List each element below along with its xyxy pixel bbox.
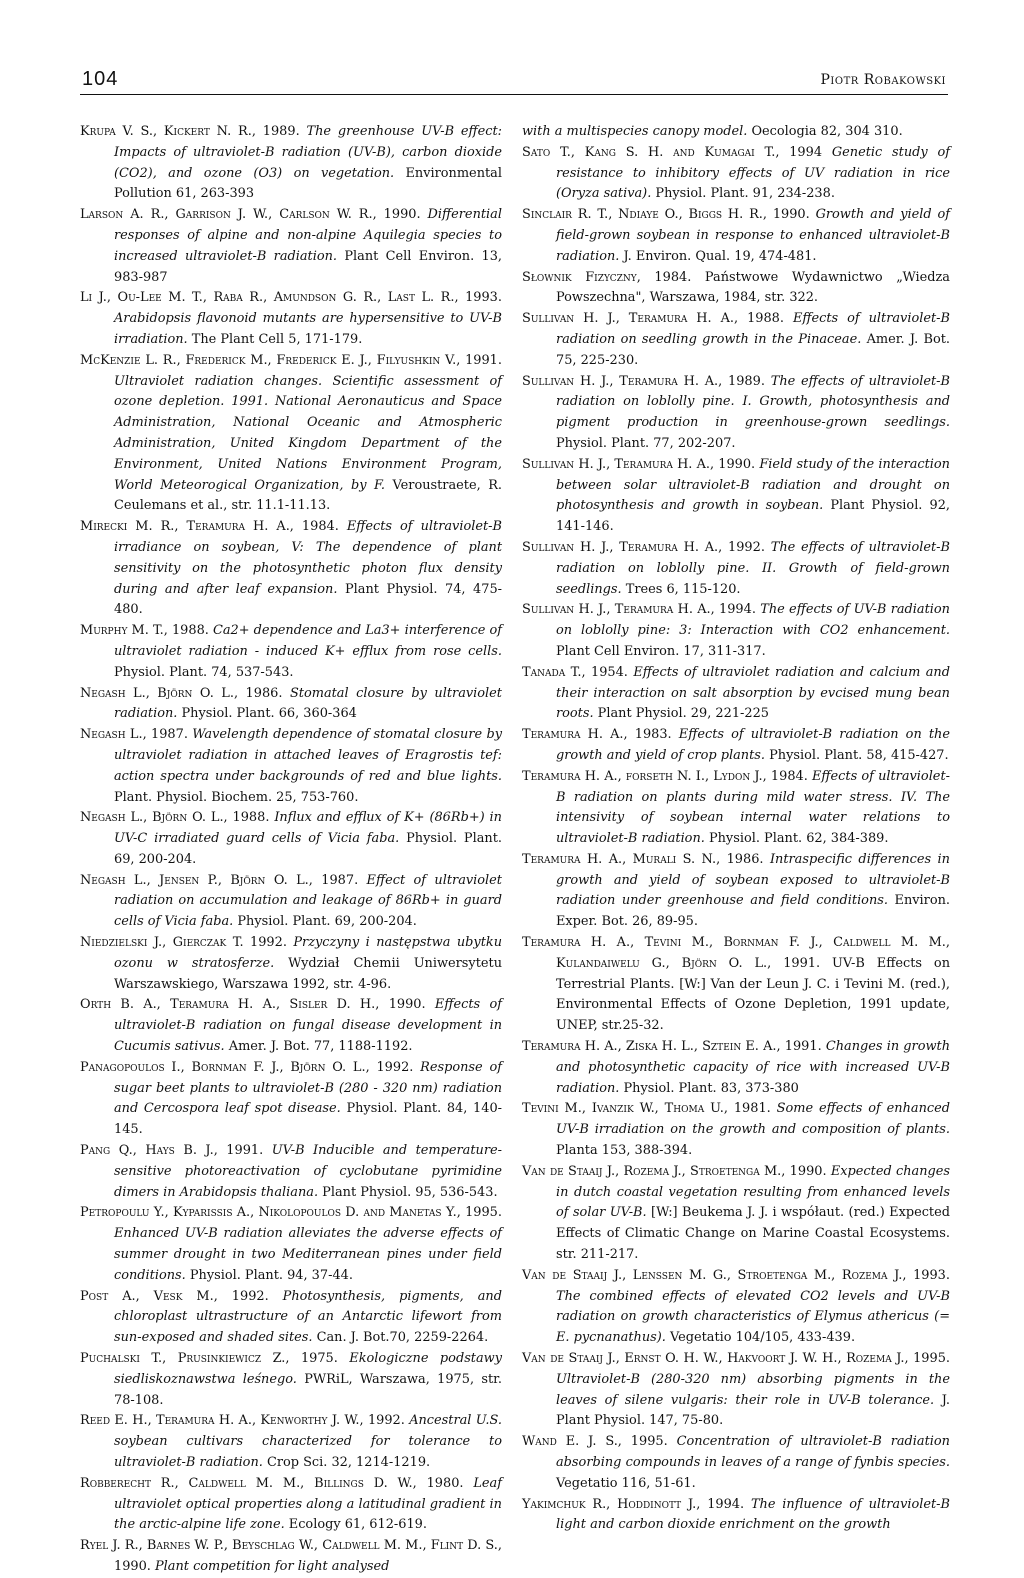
reference-year: 1993. xyxy=(458,290,502,306)
reference-source: Vegetatio 116, 51-61. xyxy=(556,1475,696,1491)
reference-source: Physiol. Plant. 69, 200-204. xyxy=(233,914,417,930)
running-header xyxy=(80,68,948,95)
reference-title: The influence of ultraviolet-B light and carbon dioxide enrichment on the growth xyxy=(556,1496,950,1533)
reference-year: 1992. xyxy=(369,1059,414,1075)
reference-source: The Plant Cell 5, 171-179. xyxy=(187,331,363,347)
reference-source: Amer. J. Bot. 77, 1188-1192. xyxy=(224,1039,413,1055)
reference-source: Plant. Physiol. Biochem. 25, 753-760. xyxy=(114,789,359,805)
reference-entry xyxy=(80,995,502,1057)
reference-source: Environmental Pollution 61, 263-393 xyxy=(114,165,502,202)
reference-year: 1995. xyxy=(460,1205,502,1221)
reference-year: 1989. xyxy=(255,124,300,139)
reference-entry xyxy=(522,268,950,310)
reference-year: 1990. xyxy=(785,1163,827,1179)
reference-year: 1984. xyxy=(640,269,692,285)
reference-year: 1984. xyxy=(293,519,339,535)
reference-title: Field study of the interaction between solar ultraviolet-B radiation and drought on photosynthesis and growth in soybean. xyxy=(556,456,950,514)
reference-title: The effects of ultraviolet-B radiation on loblolly pine. II. Growth of field-grown seedlings. xyxy=(556,539,950,597)
reference-source: Oecologia 82, 304 310. xyxy=(747,124,903,139)
reference-title: Photosynthesis, pigments, and chloroplast ultrastructure of an Antarctic lifewort from sun-exposed and shaded sites. xyxy=(114,1288,502,1346)
reference-entry xyxy=(80,351,502,517)
reference-title: Przyczyny i następstwa ubytku ozonu w stratosferze. xyxy=(114,935,502,971)
reference-authors: Puchalski T., Prusinkiewicz Z., xyxy=(80,1351,290,1367)
reference-title: Influx and efflux of K+ (86Rb+) in UV-C irradiated guard cells of Vicia faba. xyxy=(114,810,502,847)
reference-authors: Słownik Fizyczny, xyxy=(522,269,641,285)
reference-authors: Teramura H. A., forseth N. I., Lydon J., xyxy=(522,768,767,784)
reference-source: Planta 153, 388-394. xyxy=(556,1143,693,1159)
reference-entry xyxy=(522,1037,950,1099)
reference-source: Can. J. Bot.70, 2259-2264. xyxy=(312,1330,489,1346)
reference-source: Amer. J. Bot. 75, 225-230. xyxy=(556,331,950,368)
reference-year: 1990. xyxy=(379,997,426,1013)
reference-entry xyxy=(522,122,950,143)
reference-title: Effect of ultraviolet radiation on accumulation and leakage of 86Rb+ in guard cells of Vicia faba. xyxy=(114,872,502,930)
reference-entry xyxy=(522,850,950,933)
reference-title: Enhanced UV-B radiation alleviates the adverse effects of summer drought in two Mediterranean pines under field conditions. xyxy=(114,1226,502,1283)
reference-title: Effects of ultraviolet-B radiation on fungal disease development in Cucumis sativus. xyxy=(114,997,502,1055)
reference-entry xyxy=(80,1141,502,1203)
reference-title: Plant competition for light analysed xyxy=(150,1558,390,1574)
reference-entry xyxy=(522,538,950,600)
reference-authors: Sullivan H. J., Teramura H. A., xyxy=(522,456,715,472)
reference-title: The effects of UV-B radiation on loblolly pine: 3: Interaction with CO2 enhancement. xyxy=(556,602,950,639)
reference-source: Wydział Chemii Uniwersytetu Warszawskiego, Warszawa 1992, str. 4-96. xyxy=(114,955,502,992)
reference-entry xyxy=(80,205,502,288)
reference-authors: Yakimchuk R., Hoddinott J., xyxy=(522,1496,701,1512)
reference-entry xyxy=(80,808,502,870)
reference-title: with a multispecies canopy model. xyxy=(522,124,748,139)
reference-title: The effects of ultraviolet-B radiation on loblolly pine. I. Growth, photosynthesis and pigment production in greenhouse-grown seedlings. xyxy=(556,373,950,431)
page-number: 104 xyxy=(82,68,119,90)
reference-year: 1987. xyxy=(146,727,188,743)
reference-entry xyxy=(522,309,950,371)
reference-title: Some effects of enhanced UV-B irradiation on the growth and composition of plants. xyxy=(556,1101,951,1138)
reference-source: Plant Physiol. 29, 221-225 xyxy=(593,706,769,722)
reference-entry xyxy=(522,600,950,662)
reference-year: 1990. xyxy=(114,1558,151,1574)
reference-entry xyxy=(80,684,502,726)
reference-year: 1991. xyxy=(460,352,502,368)
reference-year: 1980. xyxy=(416,1475,464,1491)
reference-authors: McKenzie L. R., Frederick M., Frederick E. J., Filyushkin V., xyxy=(80,352,461,368)
reference-title: Ekologiczne podstawy siedliskoznawstwa leśnego. xyxy=(114,1351,502,1387)
reference-year: 1994. xyxy=(714,602,756,618)
reference-source: Veroustraete, R. Ceulemans et al., str. 11.1-11.13. xyxy=(114,477,503,514)
reference-authors: Sullivan H. J., Teramura H. A., xyxy=(522,311,739,327)
reference-entry xyxy=(522,1266,950,1349)
reference-year: 1994. xyxy=(700,1496,745,1512)
reference-year: 1990. xyxy=(376,207,421,223)
reference-entry xyxy=(80,1474,502,1536)
reference-year: 1992. xyxy=(217,1288,269,1304)
reference-authors: Li J., Ou-Lee M. T., Raba R., Amundson G. R., Last L. R., xyxy=(80,290,459,306)
reference-authors: Negash L., Björn O. L., xyxy=(80,685,239,701)
reference-authors: Krupa V. S., Kickert N. R., xyxy=(80,124,256,139)
reference-authors: Mirecki M. R., Teramura H. A., xyxy=(80,519,294,535)
reference-title: Effects of ultraviolet radiation and calcium and their interaction on salt absorption by evcised mung bean roots. xyxy=(556,664,950,722)
reference-entry xyxy=(80,1349,502,1411)
reference-year: 1988. xyxy=(167,623,209,639)
running-author: Piotr Robakowski xyxy=(820,72,946,88)
reference-year: 1984. xyxy=(766,768,808,784)
reference-authors: Tanada T., xyxy=(522,664,586,680)
reference-source: Plant Cell Environ. 17, 311-317. xyxy=(556,643,766,659)
reference-authors: Larson A. R., Garrison J. W., Carlson W. R., xyxy=(80,207,377,223)
reference-title: Intraspecific differences in growth and yield of soybean exposed to ultraviolet-B radiation under greenhouse and field conditions. xyxy=(556,851,950,909)
reference-source: J. Plant Physiol. 147, 75-80. xyxy=(556,1392,950,1429)
reference-title: Changes in growth and photosynthetic capacity of rice with increased UV-B radiation. xyxy=(556,1039,950,1096)
reference-year: 1991. xyxy=(771,955,821,971)
reference-source: Physiol. Plant. 66, 360-364 xyxy=(177,706,357,722)
reference-title: Effects of ultraviolet-B irradiance on soybean, V: The dependence of plant sensitivity on the photosynthetic photon flux density during and after leaf expansion. xyxy=(114,519,502,597)
reference-year: 1975. xyxy=(289,1351,338,1367)
reference-authors: Ryel J. R., Barnes W. P., Beyschlag W., Caldwell M. M., Flint D. S., xyxy=(80,1538,502,1554)
reference-title: Differential responses of alpine and non-alpine Aquilegia species to increased ultraviolet-B radiation. xyxy=(114,207,502,264)
reference-title: Growth and yield of field-grown soybean in response to enhanced ultraviolet-B radiation. xyxy=(556,207,950,264)
reference-authors: Sullivan H. J., Teramura H. A., xyxy=(522,602,715,618)
reference-title: The combined effects of elevated CO2 levels and UV-B radiation on growth characteristics of Elymus athericus (= E. pycnanathus). xyxy=(556,1288,950,1346)
reference-source: Physiol. Plant. 69, 200-204. xyxy=(114,831,502,867)
reference-year: 1990. xyxy=(714,456,756,472)
reference-authors: Van de Staaij J., Ernst O. H. W., Hakvoort J. W. H., Rozema J., xyxy=(522,1351,909,1367)
reference-title: Genetic study of resistance to inhibitory effects of UV radiation in rice (Oryza sativa). xyxy=(556,144,951,202)
reference-authors: Teramura H. A., Murali S. N., xyxy=(522,851,721,867)
reference-year: 1994 xyxy=(779,144,823,160)
reference-entry xyxy=(522,767,950,850)
reference-authors: Van de Staaij J., Lenssen M. G., Stroetenga M., Rozema J., xyxy=(522,1267,907,1283)
reference-authors: Teramura H. A., Tevini M., Bornman F. J., Caldwell M. M., Kulandaiwelu G., Björn O. L., xyxy=(522,935,950,971)
reference-source: PWRiL, Warszawa, 1975, str. 78-108. xyxy=(114,1371,502,1408)
reference-entry xyxy=(522,1432,950,1494)
reference-year: 1983. xyxy=(627,727,672,743)
reference-source: Ecology 61, 612-619. xyxy=(284,1517,427,1533)
reference-entry xyxy=(522,455,950,538)
reference-source: Physiol. Plant. 77, 202-207. xyxy=(556,435,736,451)
reference-source: Plant Physiol. 92, 141-146. xyxy=(556,498,951,535)
reference-authors: Robberecht R., Caldwell M. M., Billings D. W., xyxy=(80,1475,417,1491)
reference-authors: Petropoulu Y., Kyparissis A., Nikolopoulos D. and Manetas Y., xyxy=(80,1205,461,1221)
reference-entry xyxy=(522,143,950,205)
reference-source: Physiol. Plant. 84, 140-145. xyxy=(114,1101,503,1138)
reference-authors: Post A., Vesk M., xyxy=(80,1288,218,1304)
reference-source: Vegetatio 104/105, 433-439. xyxy=(665,1330,856,1346)
reference-authors: Sullivan H. J., Teramura H. A., xyxy=(522,373,723,389)
reference-entry xyxy=(80,1536,502,1578)
reference-source: Physiol. Plant. 94, 37-44. xyxy=(185,1267,353,1283)
reference-entry xyxy=(80,1058,502,1141)
reference-title: Ultraviolet radiation changes. Scientific assessment of ozone depletion. 1991. National Aeronauticus and Space Administration, National Oceanic and Atmospheric Administration, United Kingdom Department of the Environment, United Nations Environment Program, World Meteorogical Organization, by F. xyxy=(114,373,502,493)
reference-year: 1986. xyxy=(720,851,764,867)
reference-year: 1989. xyxy=(722,373,765,389)
reference-authors: Murphy M. T., xyxy=(80,623,168,639)
reference-authors: Sinclair R. T., Ndiaye O., Biggs H. R., xyxy=(522,207,767,223)
reference-entry xyxy=(80,122,502,205)
reference-title: Ultraviolet-B (280-320 nm) absorbing pigments in the leaves of silene vulgaris: their role in UV-B tolerance. xyxy=(556,1371,950,1408)
reference-source: UV-B Effects on Terrestrial Plants. [W:] Van der Leun J. C. i Tevini M. (red.), Environmental Effects of Ozone Depletion, 1991 update, UNEP, str.25-32. xyxy=(556,955,950,1034)
reference-source: Plant Cell Environ. 13, 983-987 xyxy=(114,248,502,285)
reference-authors: Van de Staaij J., Rozema J., Stroetenga M., xyxy=(522,1163,786,1179)
reference-entry xyxy=(522,1162,950,1266)
reference-authors: Teramura H. A., xyxy=(522,727,628,743)
reference-source: [W:] Beukema J. J. i współaut. (red.) Expected Effects of Climatic Change on Marine Coastal Ecosystems. str. 211-217. xyxy=(556,1205,950,1263)
reference-source: Plant Physiol. 74, 475-480. xyxy=(114,581,502,618)
reference-year: 1988. xyxy=(738,311,784,327)
reference-source: Physiol. Plant. 74, 537-543. xyxy=(114,664,294,680)
reference-entry xyxy=(80,517,502,621)
reference-year: 1993. xyxy=(906,1267,950,1283)
reference-title: Stomatal closure by ultraviolet radiation. xyxy=(114,685,502,722)
reference-authors: Pang Q., Hays B. J., xyxy=(80,1143,218,1159)
reference-title: Arabidopsis flavonoid mutants are hypersensitive to UV-B irradiation. xyxy=(114,311,502,347)
reference-source: Physiol. Plant. 58, 415-427. xyxy=(765,747,949,763)
reference-source: Physiol. Plant. 91, 234-238. xyxy=(651,186,835,202)
reference-year: 1987. xyxy=(312,872,359,888)
reference-year: 1981. xyxy=(727,1101,771,1117)
reference-year: 1995. xyxy=(621,1434,668,1450)
reference-year: 1992. xyxy=(363,1413,405,1429)
reference-year: 1991. xyxy=(780,1039,822,1055)
reference-title: Expected changes in dutch coastal vegetation resulting from enhanced levels of solar UV-B. xyxy=(556,1163,950,1221)
reference-source: Crop Sci. 32, 1214-1219. xyxy=(262,1455,431,1470)
reference-title: Ca2+ dependence and La3+ interference of ultraviolet radiation - induced K+ efflux from rose cells. xyxy=(114,623,502,659)
reference-entry xyxy=(522,372,950,455)
reference-source: Environ. Exper. Bot. 26, 89-95. xyxy=(556,893,950,930)
reference-authors: Negash L., Jensen P., Björn O. L., xyxy=(80,872,313,888)
reference-year: 1954. xyxy=(585,664,628,680)
reference-authors: Niedzielski J., Gierczak T. xyxy=(80,935,244,951)
reference-entry xyxy=(80,1287,502,1349)
reference-authors: Sato T., Kang S. H. and Kumagai T., xyxy=(522,144,780,160)
reference-entry xyxy=(522,1099,950,1161)
reference-entry xyxy=(80,1203,502,1286)
reference-entry xyxy=(522,1349,950,1432)
reference-source: Trees 6, 115-120. xyxy=(621,581,741,597)
reference-title: The greenhouse UV-B effect: Impacts of ultraviolet-B radiation (UV-B), carbon dioxide (CO2), and ozone (O3) on vegetation. xyxy=(114,124,502,181)
reference-year: 1991. xyxy=(217,1143,264,1159)
reference-title: Leaf ultraviolet optical properties along a latitudinal gradient in the arctic-alpine life zone. xyxy=(114,1475,502,1533)
reference-title: UV-B Inducible and temperature-sensitive photoreactivation of cyclobutane pyrimidine dimers in Arabidopsis thaliana. xyxy=(114,1143,502,1200)
left-column xyxy=(80,122,502,1578)
reference-authors: Negash L., Björn O. L., xyxy=(80,810,228,826)
reference-year: 1992. xyxy=(722,539,765,555)
reference-source: Plant Physiol. 95, 536-543. xyxy=(318,1184,498,1200)
reference-year: 1988. xyxy=(227,810,270,826)
reference-title: Concentration of ultraviolet-B radiation absorbing compounds in leaves of a range of fynbis species. xyxy=(556,1434,950,1470)
reference-authors: Sullivan H. J., Teramura H. A., xyxy=(522,539,723,555)
right-column xyxy=(522,122,950,1536)
reference-year: 1986. xyxy=(238,685,283,701)
reference-entry xyxy=(522,725,950,767)
reference-title: Effects of ultraviolet-B radiation on plants during mild water stress. IV. The intensivity of soybean internal water relations to ultraviolet-B radiation. xyxy=(556,768,950,847)
reference-entry xyxy=(80,933,502,995)
reference-title: Effects of ultraviolet-B radiation on the growth and yield of crop plants. xyxy=(556,727,950,763)
reference-title: Effects of ultraviolet-B radiation on seedling growth in the Pinaceae. xyxy=(556,311,950,347)
reference-authors: Wand E. J. S., xyxy=(522,1434,622,1450)
reference-entry xyxy=(522,663,950,725)
reference-year: 1995. xyxy=(908,1351,950,1367)
reference-entry xyxy=(522,1495,950,1537)
reference-entry xyxy=(80,288,502,350)
reference-entry xyxy=(522,933,950,1037)
reference-authors: Tevini M., Ivanzik W., Thoma U., xyxy=(522,1101,728,1117)
reference-authors: Teramura H. A., Ziska H. L., Sztein E. A., xyxy=(522,1039,781,1055)
reference-source: Physiol. Plant. 62, 384-389. xyxy=(704,831,889,847)
reference-authors: Reed E. H., Teramura H. A., Kenworthy J. W., xyxy=(80,1413,364,1429)
reference-entry xyxy=(80,871,502,933)
reference-title: Response of sugar beet plants to ultraviolet-B (280 - 320 nm) radiation and Cercospora leaf spot disease. xyxy=(114,1059,502,1117)
reference-entry xyxy=(80,621,502,683)
reference-authors: Orth B. A., Teramura H. A., Sisler D. H., xyxy=(80,997,380,1013)
reference-authors: Panagopoulos I., Bornman F. J., Björn O. L., xyxy=(80,1059,370,1075)
reference-source: Physiol. Plant. 83, 373-380 xyxy=(619,1080,799,1096)
reference-year: 1992. xyxy=(243,935,287,951)
reference-entry xyxy=(80,1411,502,1473)
reference-authors: Negash L., xyxy=(80,727,147,743)
reference-title: Wavelength dependence of stomatal closure by ultraviolet radiation in attached leaves of Eragrostis tef: action spectra under backgrounds of red and blue lights. xyxy=(114,727,502,784)
reference-title: Ancestral U.S. soybean cultivars characterized for tolerance to ultraviolet-B radiation. xyxy=(114,1413,502,1470)
reference-year: 1990. xyxy=(767,207,810,223)
reference-entry xyxy=(80,725,502,808)
reference-entry xyxy=(522,205,950,267)
reference-source: Państwowe Wydawnictwo „Wiedza Powszechna", Warszawa, 1984, str. 322. xyxy=(556,269,950,306)
reference-source: J. Environ. Qual. 19, 474-481. xyxy=(619,248,817,264)
